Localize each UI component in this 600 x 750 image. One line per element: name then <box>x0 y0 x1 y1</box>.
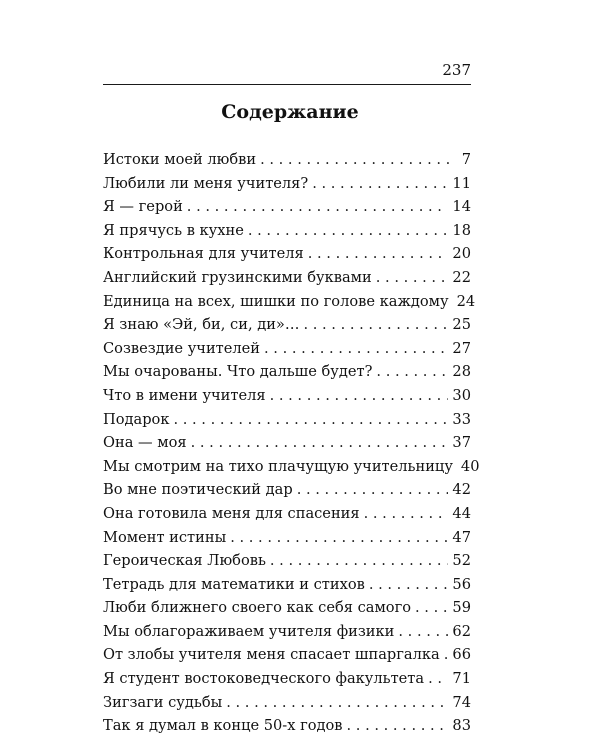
toc-entry-page: 14 <box>452 198 471 216</box>
toc-dot-leader <box>312 172 448 196</box>
toc-entry-title: Я прячусь в кухне <box>103 221 244 239</box>
toc-entry-title: Мы смотрим на тихо плачущую учительницу <box>103 457 453 475</box>
toc-entry-page: 62 <box>452 622 471 640</box>
toc-entry-page: 33 <box>452 410 471 428</box>
toc-entry-title: Так я думал в конце 50-х годов <box>103 717 343 735</box>
toc-entry-title: Единица на всех, шишки по голове каждому <box>103 292 449 310</box>
toc-entry-title: Она готовила меня для спасения <box>103 504 360 522</box>
toc-entry-page: 30 <box>452 386 471 404</box>
toc-entry-title: Я знаю «Эй, би, си, ди»… <box>103 316 300 334</box>
toc-entry <box>103 148 471 172</box>
toc-entry-page: 42 <box>452 481 471 499</box>
toc-entry <box>103 360 471 384</box>
toc-entry-title: Героическая Любовь <box>103 552 266 570</box>
toc-entry <box>103 596 471 620</box>
toc-entry <box>103 667 471 691</box>
toc-entry <box>103 384 471 408</box>
toc-entry <box>103 408 471 432</box>
toc-entry <box>103 573 471 597</box>
toc-entry <box>103 620 471 644</box>
toc-dot-leader <box>364 502 449 526</box>
toc-entry <box>103 643 471 667</box>
toc-entry-title: Любили ли меня учителя? <box>103 174 309 192</box>
toc-dot-leader <box>191 431 449 455</box>
toc-entry <box>103 526 471 550</box>
toc-entry-title: Зигзаги судьбы <box>103 693 223 711</box>
toc-entry <box>103 313 471 337</box>
toc-dot-leader <box>187 195 449 219</box>
toc-dot-leader <box>347 714 449 738</box>
toc-entry-title: Люби ближнего своего как себя самого <box>103 599 412 617</box>
toc-entry-title: Контрольная для учителя <box>103 245 304 263</box>
toc-entry-page: 83 <box>452 717 471 735</box>
toc-entry-title: Момент истины <box>103 528 227 546</box>
toc-entry <box>103 242 471 266</box>
toc-dot-leader <box>376 360 448 384</box>
toc-entry <box>103 219 471 243</box>
toc-entry-page: 47 <box>452 528 471 546</box>
toc-entry-title: Я студент востоковедческого факультета <box>103 670 425 688</box>
toc-entry-page: 7 <box>461 151 471 168</box>
toc-entry-page: 20 <box>452 245 471 263</box>
toc-dot-leader <box>270 549 449 573</box>
toc-entry-page: 24 <box>456 292 476 310</box>
toc-entry-page: 11 <box>452 174 471 192</box>
toc-entry-title: От злобы учителя меня спасает шпаргалка <box>103 646 440 664</box>
toc-dot-leader <box>369 573 449 597</box>
toc-entry-page: 56 <box>452 575 471 593</box>
toc-dot-leader <box>264 337 448 361</box>
toc-entry-title: Я — герой <box>103 198 183 216</box>
toc-entry-title: Английский грузинскими буквами <box>103 268 372 286</box>
page-number: 237 <box>442 61 471 79</box>
toc-entry-title: Что в имени учителя <box>103 386 266 404</box>
toc-entry <box>103 478 471 502</box>
toc-dot-leader <box>270 384 449 408</box>
toc-entry-page: 22 <box>452 268 471 286</box>
toc-entry <box>103 266 471 290</box>
toc-entry-title: Истоки моей любви <box>103 151 257 168</box>
toc-dot-leader <box>230 526 448 550</box>
toc-entry <box>103 691 471 715</box>
toc-dot-leader <box>415 596 448 620</box>
toc-entry <box>103 172 471 196</box>
toc-dot-leader <box>173 408 448 432</box>
toc-dot-leader <box>248 219 449 243</box>
toc-entry-title: Во мне поэтический дар <box>103 481 293 499</box>
toc-dot-leader <box>303 313 448 337</box>
toc-entry <box>103 290 476 314</box>
toc-entry-page: 25 <box>452 316 471 334</box>
toc-entry-page: 59 <box>452 599 471 617</box>
toc-entry-page: 66 <box>452 646 471 664</box>
toc-entry-title: Она — моя <box>103 434 187 452</box>
toc-entry <box>103 502 471 526</box>
toc-entry <box>103 337 471 361</box>
toc-entry-title: Тетрадь для математики и стихов <box>103 575 365 593</box>
toc-list <box>103 148 480 738</box>
page-header <box>103 58 471 85</box>
toc-entry-page: 37 <box>452 434 471 452</box>
toc-entry-page: 71 <box>452 670 471 688</box>
toc-dot-leader <box>226 691 448 715</box>
toc-dot-leader <box>376 266 449 290</box>
toc-entry-page: 28 <box>452 363 471 381</box>
toc-entry-page: 27 <box>452 339 471 357</box>
toc-entry <box>103 714 471 738</box>
toc-entry-page: 52 <box>452 552 471 570</box>
toc-dot-leader <box>308 242 449 266</box>
toc-entry <box>103 455 480 479</box>
toc-dot-leader <box>297 478 449 502</box>
toc-entry-title: Мы облагораживаем учителя физики <box>103 622 395 640</box>
toc-entry-page: 40 <box>460 457 480 475</box>
toc-entry-page: 18 <box>452 221 471 239</box>
toc-dot-leader <box>398 620 448 644</box>
toc-entry <box>103 431 471 455</box>
toc-entry-page: 44 <box>452 504 471 522</box>
toc-entry <box>103 195 471 219</box>
toc-dot-leader <box>260 148 453 172</box>
toc-dot-leader <box>428 667 448 691</box>
toc-title: Содержание <box>221 101 359 123</box>
toc-entry-title: Мы очарованы. Что дальше будет? <box>103 363 373 381</box>
toc-entry-title: Созвездие учителей <box>103 339 261 357</box>
toc-entry-page: 74 <box>452 693 471 711</box>
toc-entry <box>103 549 471 573</box>
toc-entry-title: Подарок <box>103 410 170 428</box>
